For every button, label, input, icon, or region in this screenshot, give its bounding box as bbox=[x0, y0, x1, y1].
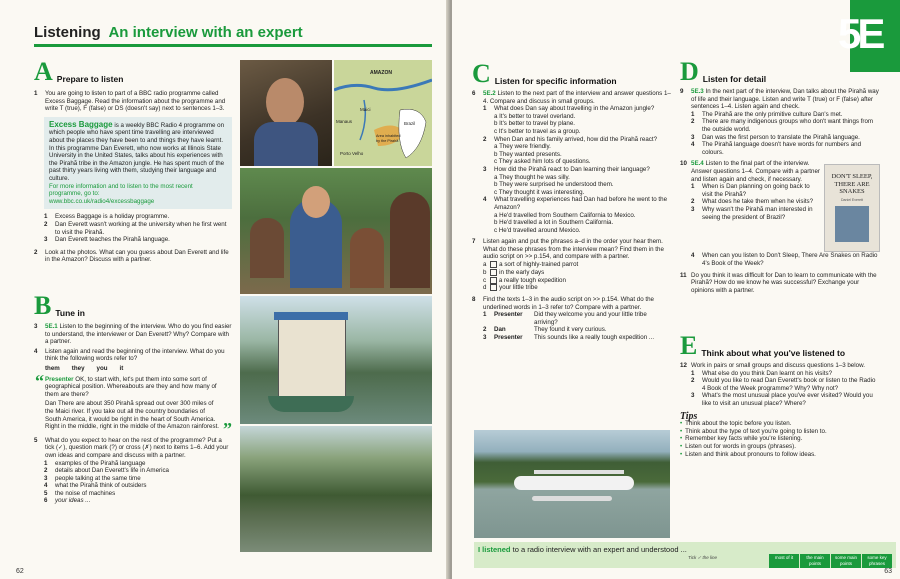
section-e-badge: E bbox=[680, 331, 698, 360]
list-item: 4 The Pirahã language doesn't have words for numbers and colours. bbox=[691, 141, 862, 156]
list-item: c a really tough expedition bbox=[483, 276, 566, 284]
group-photo bbox=[240, 168, 432, 294]
right-page bbox=[452, 0, 900, 579]
list-item: 1 What does Dan say about travelling in the Amazon jungle? bbox=[483, 105, 655, 113]
tips-heading: Tips bbox=[680, 410, 698, 422]
section-d-badge: D bbox=[680, 57, 699, 86]
section-a-heading: Prepare to listen bbox=[56, 74, 124, 84]
list-item: 2 There are many indigenous groups who don't want things from the outside world. bbox=[691, 118, 874, 133]
question-3: 3 5E.1 Listen to the beginning of the interview. Who do you find easier to understand, the interviewer or Dan Everett? Why? Compare with a partner. bbox=[34, 323, 232, 346]
list-item: 3 Why wasn't the Pirahã man interested in seeing the president of Brazil? bbox=[691, 205, 813, 221]
list-item: 3 Dan was the first person to translate the Pirahã language. bbox=[691, 133, 860, 141]
page-number-left: 62 bbox=[16, 568, 24, 575]
question-4: 4 Listen again and read the beginning of the interview. What do you think the following words refer to? bbox=[34, 347, 225, 363]
section-b-heading: Tune in bbox=[55, 308, 85, 318]
question-6: 6 5E.2 Listen to the next part of the interview and answer questions 1–4. Compare and discuss in small groups. bbox=[472, 90, 671, 105]
list-item: 2 Dan Everett wasn't working at the university when he first went to visit the Pirahã. bbox=[44, 220, 227, 236]
list-item: 3 How did the Pirahã react to Dan learning their language? bbox=[483, 165, 650, 173]
section-a bbox=[34, 57, 232, 264]
checkbox[interactable] bbox=[490, 284, 497, 291]
question-5: 5 What do you expect to hear on the rest of the programme? Put a tick (✓), question mark (?) or cross (✗) next to items 1–6. Add your own ideas and compare and discuss with a partner. bbox=[34, 436, 229, 459]
info-text: is a weekly BBC Radio 4 programme on which people who have spent time travelling are interviewed about the places they have been to and things they have learnt. In this programme Dan Everett, who now works at Illinois State University in the United States, talks about his experiences with the Pirahã tribe in the Amazon jungle. He has spent much of the past thirty years living with them, studying their language and culture. bbox=[49, 121, 225, 182]
section-a-badge: A bbox=[34, 57, 53, 86]
checkbox[interactable] bbox=[490, 277, 497, 284]
info-link[interactable]: www.bbc.co.uk/radio4/excessbaggage bbox=[49, 197, 155, 205]
page-title bbox=[34, 24, 303, 41]
checkbox[interactable] bbox=[490, 269, 497, 276]
riverboat-photo bbox=[240, 296, 432, 424]
book-cover bbox=[824, 164, 880, 252]
list-item: 4 What travelling experiences had Dan had before he went to the Amazon? bbox=[483, 196, 668, 211]
section-e bbox=[680, 331, 880, 458]
texts-list: 1 Presenter Did they welcome you and your little tribe arriving? 2 Dan They found it very curious. 3 Presenter This sounds like a really tough expedition ... bbox=[483, 311, 655, 341]
section-b-badge: B bbox=[34, 291, 52, 320]
list-item: 5 the noise of machines bbox=[44, 489, 116, 497]
rating-option[interactable]: most of it bbox=[769, 554, 799, 568]
list-item: 1 examples of the Pirahã language bbox=[44, 459, 146, 467]
tip-item: • Listen and think about pronouns to follow ideas. bbox=[680, 451, 880, 459]
question-1: 1 You are going to listen to part of a BBC radio programme called Excess Baggage. Read the information about the programme and write T (true), F (false) or DS (doesn't say) next to sentences 1–3. bbox=[34, 90, 226, 113]
title-rule bbox=[34, 44, 432, 47]
section-b bbox=[34, 291, 232, 505]
tip-item: • Think about the type of text you're going to listen to. bbox=[680, 428, 880, 436]
page-number-right: 63 bbox=[884, 568, 892, 575]
title-sub: An interview with an expert bbox=[108, 24, 303, 41]
d-questions bbox=[691, 183, 820, 221]
book-title: DON'T SLEEP, THERE ARE SNAKES bbox=[831, 173, 873, 196]
seaplane-photo bbox=[474, 430, 670, 538]
book-author: Daniel Everett bbox=[841, 197, 863, 202]
list-item: 1 What else do you think Dan learnt on his visits? bbox=[691, 369, 833, 377]
question-7: 7 Listen again and put the phrases a–d in the order your hear them. What do these phrases from the interview mean? Find them in the audio script on >> p.154, and compare with a partner. bbox=[472, 238, 664, 261]
list-item: 4 what the Pirahã think of outsiders bbox=[44, 482, 147, 490]
tips-box bbox=[680, 410, 880, 459]
list-item: 4 When can you listen to Don't Sleep, There Are Snakes on Radio 4's Book of the Week? bbox=[691, 252, 878, 267]
section-d-heading: Listen for detail bbox=[702, 74, 767, 84]
question-2: 2 Look at the photos. What can you guess about Dan Everett and life in the Amazon? Discuss with a partner. bbox=[34, 248, 229, 264]
list-item: 3 Dan Everett teaches the Pirahã language. bbox=[44, 236, 170, 244]
list-item: 6 your ideas ... bbox=[44, 497, 91, 505]
list-item: b in the early days bbox=[483, 268, 545, 276]
rating-option[interactable]: some main points bbox=[831, 554, 861, 568]
unit-badge: 5E bbox=[838, 10, 882, 57]
tick-instruction: Tick ✓ the line bbox=[688, 555, 717, 560]
list-item: a a sort of highly-trained parrot bbox=[483, 261, 579, 269]
rating-scale bbox=[769, 554, 892, 568]
tip-item: • Listen out for words in groups (phrases). bbox=[680, 443, 880, 451]
tip-item: • Think about the topic before you listen. bbox=[680, 420, 880, 428]
list-item: 2 details about Dan Everett's life in America bbox=[44, 467, 169, 475]
list-item: d your little tribe bbox=[483, 284, 538, 292]
list-item: 1 When is Dan planning on going back to visit the Pirahã? bbox=[691, 183, 810, 198]
list-item: 2 Would you like to read Dan Everett's book or listen to the Radio 4 Book of the Week programme? Why? Why not? bbox=[691, 377, 876, 392]
mcq-list: 1 What does Dan say about travelling in the Amazon jungle? a It's better to travel overland. b It's better to travel by plane. c It's better to travel as a group. 2 When Dan and his family arrived, how did the Pirahã react? a They were friendly. b They wanted presents. c They asked him lots of questions. 3 How did the Pirahã react to Dan learning their language? a They thought he was silly. b They were surprised he understood them. c They thought it was interesting. 4 What travelling experiences had Dan had before he went to the Amazon? a He'd travelled from Southern California to Mexico. b He'd travelled a lot in Southern California. c He'd travelled around Mexico. bbox=[483, 105, 672, 234]
list-item: 2 What does he take them when he visits? bbox=[691, 198, 814, 206]
list-item: 3 What's the most unusual place you've ever visited? Would you like to visit an unusual place? Where? bbox=[691, 392, 873, 407]
tip-item: • Remember key facts while you're listening. bbox=[680, 435, 880, 443]
items-list bbox=[44, 460, 232, 506]
list-item: 1 Excess Baggage is a holiday programme. bbox=[44, 213, 170, 221]
info-box bbox=[44, 117, 232, 210]
checkbox[interactable] bbox=[490, 261, 497, 268]
amazon-map: AMAZON Manaus Maici Porto Velho Area inhabited by the Pirahã Brazil bbox=[334, 60, 432, 166]
statements-list bbox=[44, 213, 232, 243]
rating-option[interactable]: the main points bbox=[800, 554, 830, 568]
river-photo bbox=[240, 426, 432, 552]
self-assessment-bar bbox=[474, 542, 896, 568]
question-9: 9 5E.3 In the next part of the interview, Dan talks about the Pirahã way of life and their language. Listen and write T (true) or F (false) after sentences 1–4. Listen again and check. bbox=[680, 88, 879, 111]
d-statements bbox=[691, 111, 880, 157]
close-quote-icon: ” bbox=[223, 418, 232, 439]
section-d bbox=[680, 57, 880, 294]
e-questions bbox=[691, 370, 880, 408]
question-10: 10 5E.4 Listen to the final part of the interview. Answer questions 1–4. Compare with a partner and listen again and check, if necessary. bbox=[680, 160, 820, 183]
info-title: Excess Baggage bbox=[49, 119, 113, 129]
section-e-heading: Think about what you've listened to bbox=[701, 348, 846, 358]
words-list: them they you it bbox=[45, 364, 124, 372]
info-more: For more information and to listen to the most recent programme, go to: bbox=[49, 182, 193, 198]
list-item: 1 The Pirahã are the only primitive culture Dan's met. bbox=[691, 110, 843, 118]
list-item: 2 When Dan and his family arrived, how did the Pirahã react? bbox=[483, 135, 658, 143]
self-assessment-text: I listened to a radio interview with an expert and understood ... bbox=[478, 545, 687, 554]
section-c bbox=[472, 59, 672, 342]
question-11: 11 Do you think it was difficult for Dan to learn to communicate with the Pirahã? How do we know he was successful? Exchange your opinions with a partner. bbox=[680, 271, 877, 294]
portrait-photo bbox=[240, 60, 332, 166]
rating-option[interactable]: some key phrases bbox=[862, 554, 892, 568]
title-main: Listening bbox=[34, 24, 101, 41]
section-c-heading: Listen for specific information bbox=[494, 76, 617, 86]
section-c-badge: C bbox=[472, 59, 491, 88]
list-item: 3 people talking at the same time bbox=[44, 474, 141, 482]
interview-extract: “ Presenter OK, to start with, let's put them into some sort of geographical position. Whereabouts are they and how many of them are there? Dan There are about 350 Pirahã spread out over 300 miles of the Maici river. If you take out all the country boundaries of South America, it would be right in the heart of South America. Right in the middle, right in the middle of the Amazon rainforest. ” bbox=[35, 370, 232, 439]
question-8: 8 Find the texts 1–3 in the audio script on >> p.154. What do the underlined words in 1–3 refer to? Compare with a partner. bbox=[472, 296, 654, 311]
phrases-list bbox=[483, 261, 672, 292]
open-quote-icon: “ bbox=[35, 370, 44, 391]
question-12: 12 Work in pairs or small groups and discuss questions 1–3 below. bbox=[680, 362, 865, 369]
